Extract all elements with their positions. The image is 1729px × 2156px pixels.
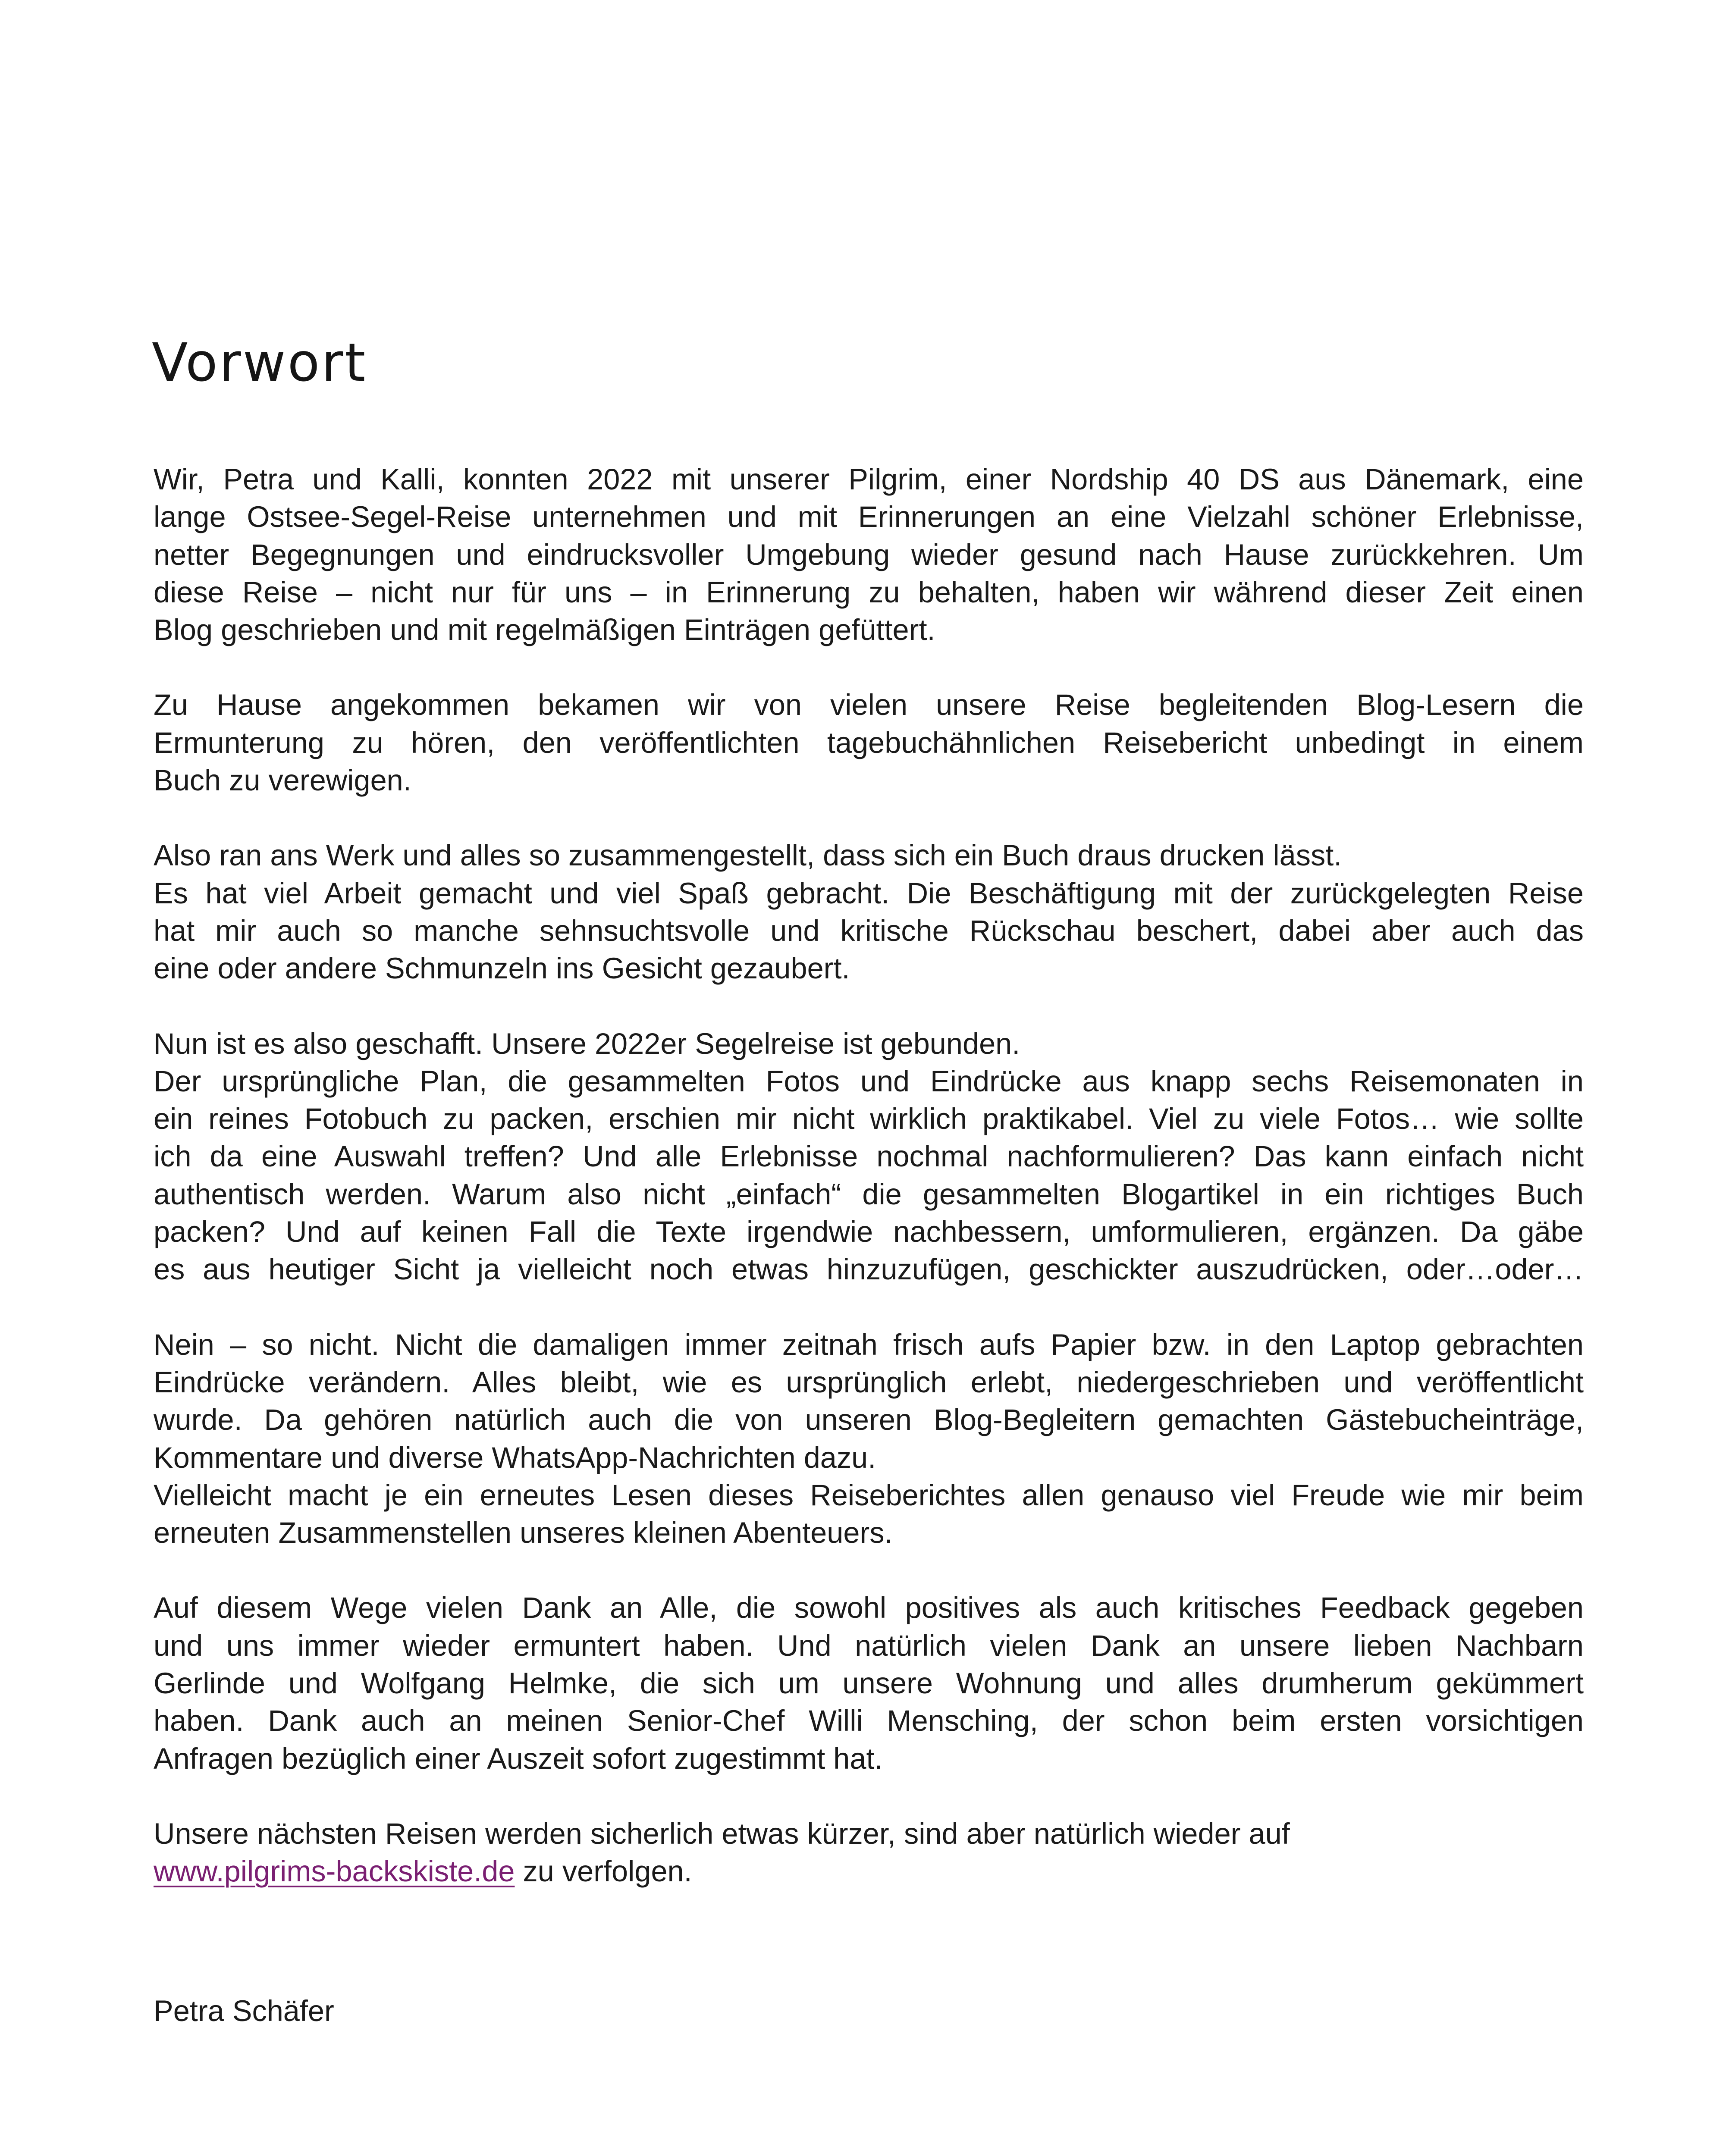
text-line: Blog geschrieben und mit regelmäßigen Einträgen gefüttert. [154, 613, 935, 647]
text-line: lange Ostsee-Segel-Reise unternehmen und mit Erinnerungen an eine Vielzahl schöner Erlebnisse, [154, 500, 1584, 534]
text-line: Kommentare und diverse WhatsApp-Nachrichten dazu. [154, 1441, 876, 1474]
paragraph-1 [154, 461, 1584, 649]
text-line: netter Begegnungen und eindrucksvoller Umgebung wieder gesund nach Hause zurückkehren. Um [154, 538, 1584, 571]
text-line: ein reines Fotobuch zu packen, erschien mir nicht wirklich praktikabel. Viel zu viele Fotos… wie sollte [154, 1102, 1584, 1136]
text-fragment: zu verfolgen. [515, 1855, 692, 1888]
text-line: Der ursprüngliche Plan, die gesammelten Fotos und Eindrücke aus knapp sechs Reisemonaten in [154, 1064, 1584, 1098]
text-line: Zu Hause angekommen bekamen wir von vielen unsere Reise begleitenden Blog-Lesern die [154, 688, 1584, 722]
text-line: diese Reise – nicht nur für uns – in Erinnerung zu behalten, haben wir während dieser Zeit einen [154, 575, 1584, 609]
text-line: haben. Dank auch an meinen Senior-Chef Willi Mensching, der schon beim ersten vorsichtigen [154, 1704, 1584, 1738]
text-line: Wir, Petra und Kalli, konnten 2022 mit unserer Pilgrim, einer Nordship 40 DS aus Dänemark, eine [154, 463, 1584, 496]
text-line: Buch zu verewigen. [154, 764, 411, 797]
text-line: Nun ist es also geschafft. Unsere 2022er Segelreise ist gebunden. [154, 1027, 1020, 1060]
text-line: hat mir auch so manche sehnsuchtsvolle und kritische Rückschau beschert, dabei aber auch das [154, 914, 1584, 947]
text-line [154, 1852, 1584, 1890]
text-line: Auf diesem Wege vielen Dank an Alle, die sowohl positives als auch kritisches Feedback gegeben [154, 1591, 1584, 1625]
text-line: Ermunterung zu hören, den veröffentlichten tagebuchähnlichen Reisebericht unbedingt in einem [154, 726, 1584, 759]
text-line: Nein – so nicht. Nicht die damaligen immer zeitnah frisch aufs Papier bzw. in den Laptop gebrachten [154, 1328, 1584, 1361]
text-line: und uns immer wieder ermuntert haben. Und natürlich vielen Dank an unsere lieben Nachbarn [154, 1629, 1584, 1662]
text-line: es aus heutiger Sicht ja vielleicht noch etwas hinzuzufügen, geschickter auszudrücken, oder…oder… [154, 1253, 1584, 1286]
text-line: Unsere nächsten Reisen werden sicherlich etwas kürzer, sind aber natürlich wieder auf [154, 1817, 1290, 1850]
text-line: Vielleicht macht je ein erneutes Lesen dieses Reiseberichtes allen genauso viel Freude wie mir beim [154, 1478, 1584, 1512]
text-line: wurde. Da gehören natürlich auch die von unseren Blog-Begleitern gemachten Gästebucheinträge, [154, 1403, 1584, 1437]
text-line: authentisch werden. Warum also nicht „einfach“ die gesammelten Blogartikel in ein richtiges Buch [154, 1177, 1584, 1211]
website-link[interactable]: www.pilgrims-backskiste.de [154, 1855, 515, 1888]
body-text [154, 461, 1584, 1890]
text-line: Gerlinde und Wolfgang Helmke, die sich um unsere Wohnung und alles drumherum gekümmert [154, 1667, 1584, 1700]
page-heading: Vorwort [152, 332, 367, 393]
paragraph-5 [154, 1326, 1584, 1552]
text-line: eine oder andere Schmunzeln ins Gesicht gezaubert. [154, 952, 850, 985]
text-line: Eindrücke verändern. Alles bleibt, wie es ursprünglich erlebt, niedergeschrieben und veröffentlicht [154, 1365, 1584, 1399]
paragraph-2 [154, 686, 1584, 799]
closing-paragraph [154, 1815, 1584, 1890]
text-line: Es hat viel Arbeit gemacht und viel Spaß gebracht. Die Beschäftigung mit der zurückgelegten Reise [154, 876, 1584, 910]
text-line: ich da eine Auswahl treffen? Und alle Erlebnisse nochmal nachformulieren? Das kann einfach nicht [154, 1140, 1584, 1173]
paragraph-4 [154, 1025, 1584, 1288]
signature: Petra Schäfer [154, 1994, 334, 2028]
text-line: Anfragen bezüglich einer Auszeit sofort zugestimmt hat. [154, 1742, 883, 1775]
paragraph-6 [154, 1589, 1584, 1777]
paragraph-3 [154, 837, 1584, 987]
text-line: Also ran ans Werk und alles so zusammengestellt, dass sich ein Buch draus drucken lässt. [154, 839, 1342, 872]
text-line: erneuten Zusammenstellen unseres kleinen Abenteuers. [154, 1516, 893, 1550]
text-line: packen? Und auf keinen Fall die Texte irgendwie nachbessern, umformulieren, ergänzen. Da gäbe [154, 1215, 1584, 1249]
